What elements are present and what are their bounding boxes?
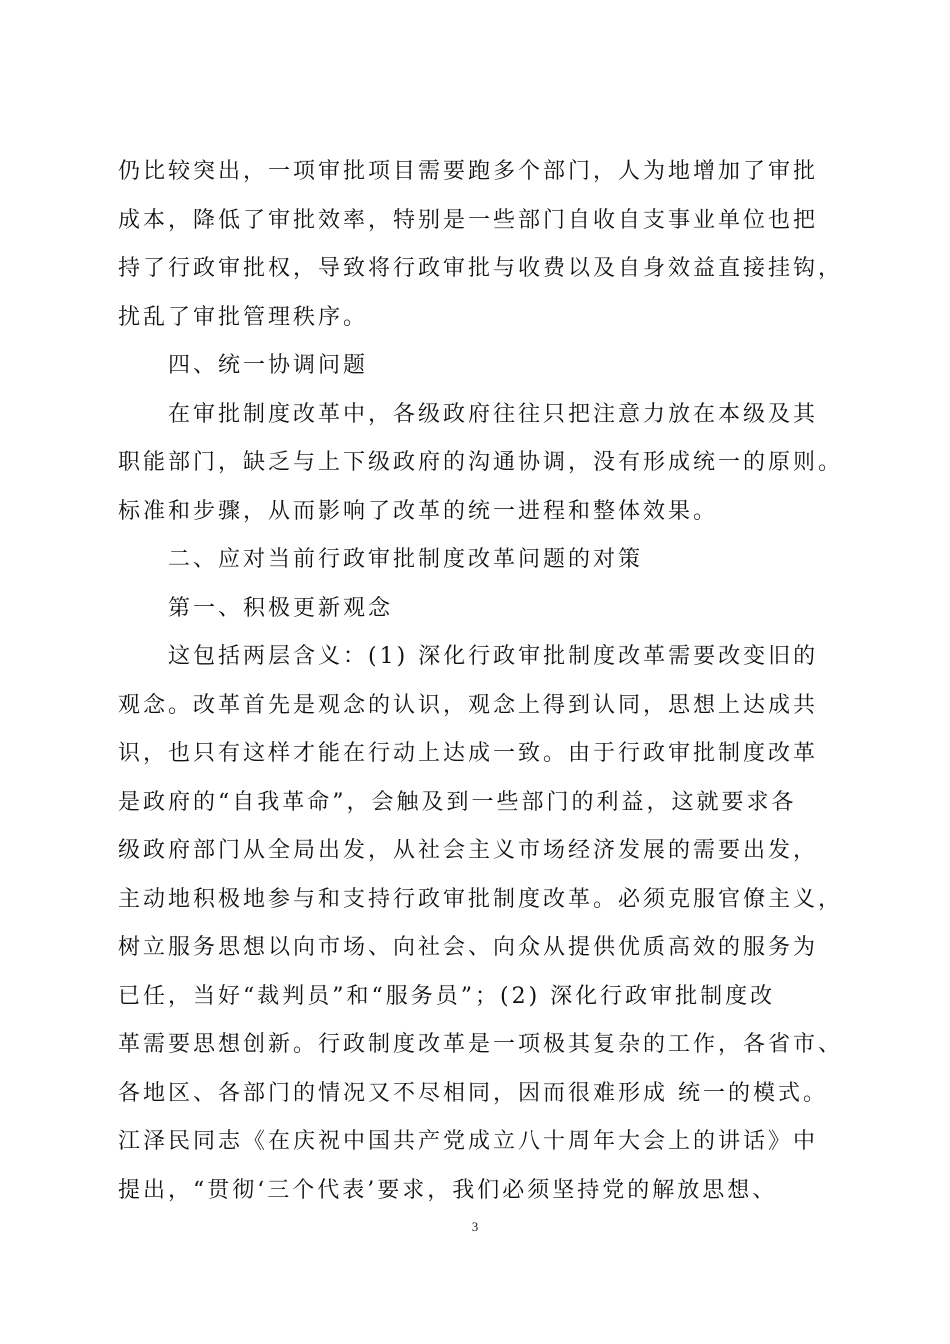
text-line: 扰乱了审批管理秩序。 (118, 304, 369, 330)
text-line: 提出，“贯彻‘三个代表’要求，我们必须坚持党的解放思想、 (118, 1177, 778, 1203)
text-line: 已任，当好“裁判员”和“服务员”；(2) 深化行政审批制度改 (118, 983, 776, 1009)
text-line: 主动地积极地参与和支持行政审批制度改革。必须克服官僚主义， (118, 886, 844, 912)
text-line: 持了行政审批权，导致将行政审批与收费以及自身效益直接挂钩， (118, 256, 844, 281)
text-line: 江泽民同志《在庆祝中国共产党成立八十周年大会上的讲话》中 (118, 1129, 819, 1154)
text-line: 第一、积极更新观念 (168, 595, 394, 621)
page-number: 3 (471, 1219, 479, 1234)
text-line: 标准和步骤，从而影响了改革的统一进程和整体效果。 (118, 498, 719, 524)
body-text (118, 148, 844, 1215)
text-line: 观念。改革首先是观念的认识，观念上得到认同，思想上达成共 (118, 692, 819, 718)
text-line: 革需要思想创新。行政制度改革是一项极其复杂的工作，各省市、 (118, 1032, 844, 1057)
text-line: 在审批制度改革中，各级政府往往只把注意力放在本级及其 (168, 401, 819, 427)
text-line: 这包括两层含义：(1) 深化行政审批制度改革需要改变旧的 (168, 644, 819, 669)
text-line: 识，也只有这样才能在行动上达成一致。由于行政审批制度改革 (118, 741, 819, 766)
text-line: 各地区、各部门的情况又不尽相同，因而很难形成 统一的模式。 (118, 1080, 828, 1106)
text-line: 级政府部门从全局出发，从社会主义市场经济发展的需要出发， (118, 838, 819, 863)
text-line: 四、统一协调问题 (168, 353, 369, 378)
text-line: 是政府的“自我革命”，会触及到一些部门的利益，这就要求各 (118, 789, 797, 815)
text-line: 成本，降低了审批效率，特别是一些部门自收自支事业单位也把 (118, 207, 819, 233)
text-line: 树立服务思想以向市场、向社会、向众从提供优质高效的服务为 (118, 935, 819, 960)
text-line: 二、应对当前行政审批制度改革问题的对策 (168, 547, 644, 572)
text-line: 仍比较突出，一项审批项目需要跑多个部门，人为地增加了审批 (118, 159, 819, 184)
text-line: 职能部门，缺乏与上下级政府的沟通协调，没有形成统一的原则。 (118, 450, 844, 475)
